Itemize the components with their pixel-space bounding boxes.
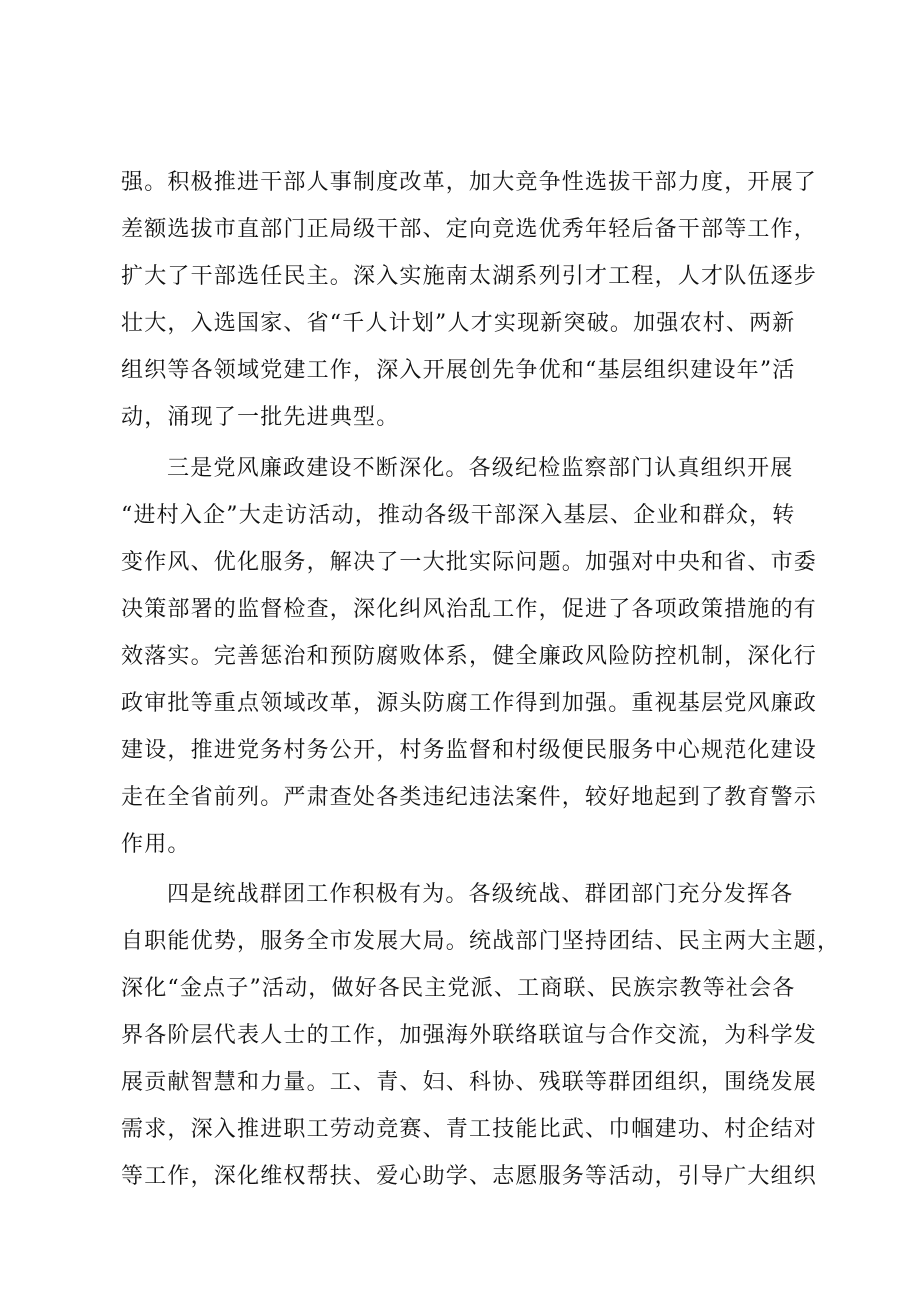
paragraph-1-line-3: 扩大了干部选任民主。深入实施南太湖系列引才工程，人才队伍逐步 (121, 264, 818, 289)
paragraph-1-line-4: 壮大，入选国家、省“千人计划”人才实现新突破。加强农村、两新 (121, 311, 796, 336)
paragraph-2-line-9: 作用。 (121, 832, 191, 857)
paragraph-3-line-2: 自职能优势，服务全市发展大局。统战部门坚持团结、民主两大主题， (121, 929, 841, 954)
paragraph-1-line-5: 组织等各领域党建工作，深入开展创先争优和“基层组织建设年”活 (121, 358, 796, 383)
paragraph-3-line-4: 界各阶层代表人士的工作，加强海外联络联谊与合作交流，为科学发 (121, 1023, 818, 1048)
paragraph-2-line-4: 决策部署的监督检查，深化纠风治乱工作，促进了各项政策措施的有 (121, 597, 818, 622)
paragraph-1-line-1: 强。积极推进干部人事制度改革，加大竞争性选拔干部力度，开展了 (121, 170, 818, 195)
paragraph-2-line-6: 政审批等重点领域改革，源头防腐工作得到加强。重视基层党风廉政 (121, 691, 818, 716)
paragraph-1-line-2: 差额选拔市直部门正局级干部、定向竞选优秀年轻后备干部等工作， (121, 217, 818, 242)
paragraph-2-line-2: “进村入企”大走访活动，推动各级干部深入基层、企业和群众，转 (121, 503, 796, 528)
paragraph-3-line-1: 四是统战群团工作积极有为。各级统战、群团部门充分发挥各 (167, 882, 794, 907)
paragraph-3-line-5: 展贡献智慧和力量。工、青、妇、科协、残联等群团组织，围绕发展 (121, 1070, 818, 1095)
paragraph-3-line-6: 需求，深入推进职工劳动竞赛、青工技能比武、巾帼建功、村企结对 (121, 1117, 818, 1142)
paragraph-2-line-3: 变作风、优化服务，解决了一大批实际问题。加强对中央和省、市委 (121, 550, 818, 575)
paragraph-3-line-7: 等工作，深化维权帮扶、爱心助学、志愿服务等活动，引导广大组织 (121, 1164, 818, 1189)
paragraph-2-line-8: 走在全省前列。严肃查处各类违纪违法案件，较好地起到了教育警示 (121, 785, 818, 810)
paragraph-2-line-7: 建设，推进党务村务公开，村务监督和村级便民服务中心规范化建设 (121, 738, 818, 763)
paragraph-2-line-1: 三是党风廉政建设不断深化。各级纪检监察部门认真组织开展 (167, 456, 794, 481)
paragraph-3-line-3: 深化“金点子”活动，做好各民主党派、工商联、民族宗教等社会各 (121, 976, 796, 1001)
paragraph-1-line-6: 动，涌现了一批先进典型。 (121, 405, 400, 430)
paragraph-2-line-5: 效落实。完善惩治和预防腐败体系，健全廉政风险防控机制，深化行 (121, 644, 818, 669)
